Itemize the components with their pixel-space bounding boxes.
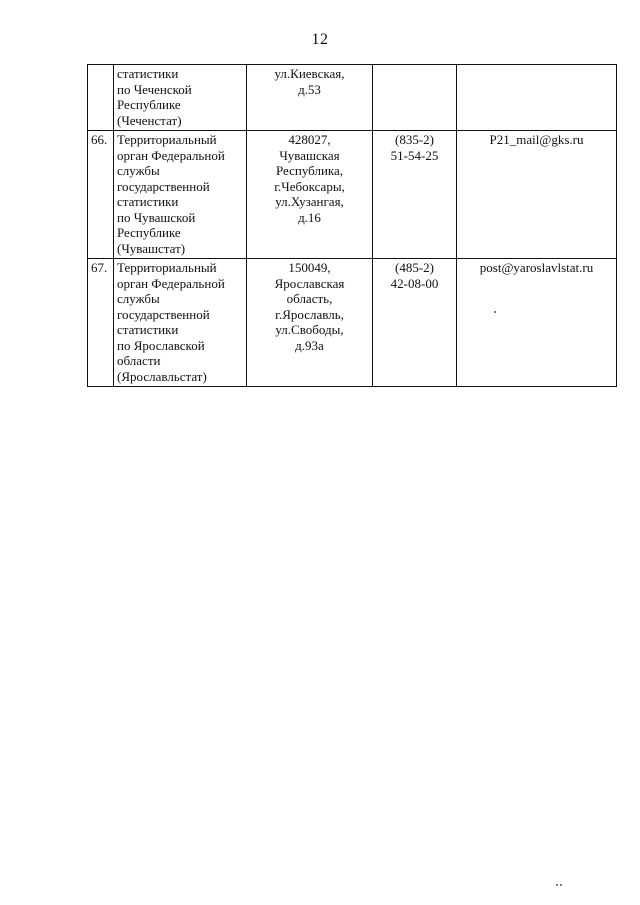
phone-line: (835-2) <box>395 132 434 147</box>
office-name-line: статистики <box>117 322 179 337</box>
office-email <box>457 65 617 131</box>
office-name <box>114 65 247 131</box>
page-number: 12 <box>311 31 329 48</box>
address-line: д.53 <box>298 81 321 97</box>
address-line: ул.Хузангая, <box>275 194 344 209</box>
row-number: 67. <box>88 259 114 387</box>
office-name-line: по Чеченской <box>117 81 192 97</box>
office-name-line: Территориальный <box>117 260 217 275</box>
office-name-line: орган Федеральной <box>117 275 225 291</box>
office-name-line: Территориальный <box>117 132 217 147</box>
scan-speck <box>560 884 562 886</box>
office-address <box>247 131 373 259</box>
phone-line: 51-54-25 <box>390 147 439 163</box>
office-name-line: по Чувашской <box>117 209 196 225</box>
address-line: г.Чебоксары, <box>274 178 345 194</box>
office-name-line: Республике <box>117 225 181 240</box>
address-line: д.16 <box>298 209 321 225</box>
address-line: Чувашская <box>279 147 340 163</box>
table-row <box>88 131 617 259</box>
office-name-line: службы <box>117 163 160 178</box>
office-phone <box>373 259 457 387</box>
office-name-line: (Чувашстат) <box>117 240 186 256</box>
office-address <box>247 259 373 387</box>
office-name-line: государственной <box>117 178 210 194</box>
office-phone <box>373 65 457 131</box>
office-address <box>247 65 373 131</box>
office-name-line: Республике <box>117 97 181 112</box>
scan-speck <box>494 311 496 313</box>
phone-line: 42-08-00 <box>390 275 439 291</box>
address-line: Республика, <box>275 163 344 178</box>
office-name-line: статистики <box>117 194 179 209</box>
office-name-line: статистики <box>117 66 179 81</box>
scan-speck <box>556 884 558 886</box>
address-line: ул.Киевская, <box>274 66 345 81</box>
office-name-line: (Чеченстат) <box>117 112 182 128</box>
office-name-line: (Ярославльстат) <box>117 368 207 384</box>
address-line: ул.Свободы, <box>275 322 344 337</box>
statistics-offices-table <box>87 64 617 387</box>
office-phone <box>373 131 457 259</box>
office-name <box>114 259 247 387</box>
office-email: P21_mail@gks.ru <box>457 131 617 259</box>
table-row <box>88 259 617 387</box>
row-number: 66. <box>88 131 114 259</box>
office-name-line: службы <box>117 291 160 306</box>
address-line: Ярославская <box>274 275 345 291</box>
office-name-line: государственной <box>117 306 210 322</box>
address-line: г.Ярославль, <box>275 306 344 322</box>
office-name <box>114 131 247 259</box>
office-name-line: области <box>117 353 161 368</box>
office-name-line: орган Федеральной <box>117 147 225 163</box>
table-row <box>88 65 617 131</box>
phone-line: (485-2) <box>395 260 434 275</box>
address-line: область, <box>286 291 333 306</box>
office-name-line: по Ярославской <box>117 337 205 353</box>
row-number <box>88 65 114 131</box>
address-line: д.93а <box>295 337 324 353</box>
address-line: 428027, <box>288 132 331 147</box>
office-email: post@yaroslavlstat.ru <box>457 259 617 387</box>
address-line: 150049, <box>288 260 331 275</box>
